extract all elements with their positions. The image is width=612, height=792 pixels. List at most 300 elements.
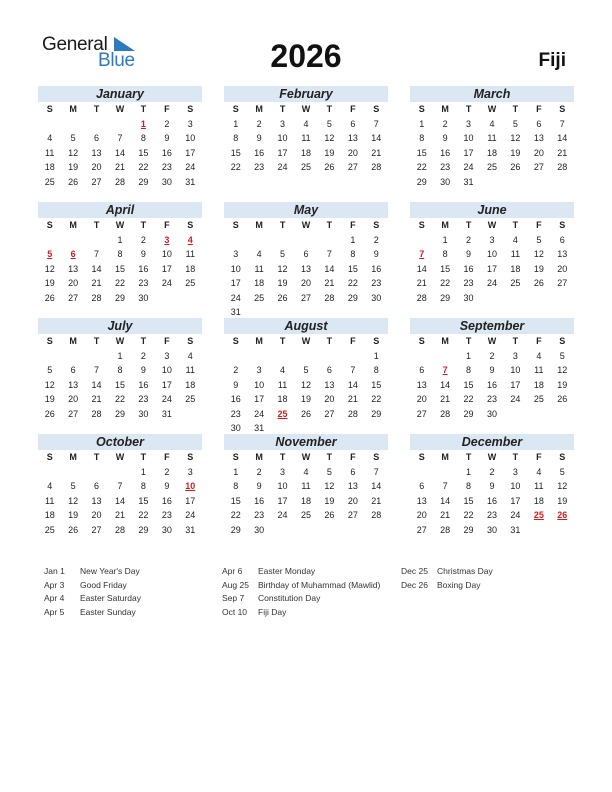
day: 15 <box>230 147 241 158</box>
holiday-date: Sep 7 <box>222 593 245 603</box>
day: 3 <box>489 234 495 245</box>
weekday-label: F <box>350 220 356 230</box>
holiday-column <box>401 565 493 592</box>
day: 5 <box>536 234 542 245</box>
day: 27 <box>68 292 79 303</box>
day: 4 <box>256 249 262 259</box>
weekday-label: T <box>326 336 333 346</box>
day: 5 <box>512 118 518 129</box>
day: 18 <box>300 495 311 506</box>
day: 13 <box>68 379 79 390</box>
day: 6 <box>350 466 356 477</box>
weekday-label: T <box>512 452 519 462</box>
day: 11 <box>45 147 55 158</box>
day: 7 <box>442 481 448 491</box>
day: 28 <box>557 162 568 172</box>
weekday-label: M <box>69 336 77 346</box>
holiday-date: Apr 5 <box>44 606 65 617</box>
weekday-label: F <box>350 336 356 346</box>
day: 23 <box>440 162 451 172</box>
month-april <box>38 202 202 305</box>
empty-cell <box>410 465 433 480</box>
day: 14 <box>114 495 125 506</box>
day: 4 <box>536 350 542 361</box>
day: 4 <box>47 481 53 491</box>
day: 16 <box>161 147 172 158</box>
empty-cell <box>38 465 61 480</box>
weekday-label: M <box>69 452 77 462</box>
day: 25 <box>510 278 521 288</box>
day: 18 <box>510 263 521 274</box>
day: 1 <box>466 466 472 477</box>
weekday-label: W <box>487 336 497 346</box>
month-august <box>224 318 388 436</box>
day: 3 <box>466 118 472 129</box>
day: 3 <box>280 118 286 129</box>
holiday-name: Good Friday <box>80 579 127 590</box>
day: 7 <box>350 365 356 375</box>
day: 9 <box>256 481 262 491</box>
day: 15 <box>138 147 149 158</box>
day: 16 <box>254 495 265 506</box>
empty-cell <box>247 349 270 364</box>
day: 2 <box>256 118 262 129</box>
day: 24 <box>277 162 288 172</box>
holiday-row <box>44 565 141 579</box>
weekday-label: M <box>69 220 77 230</box>
holiday-row <box>222 606 380 620</box>
weekday-label: W <box>115 452 125 462</box>
day: 3 <box>280 466 286 477</box>
day: 22 <box>371 394 382 404</box>
day: 12 <box>557 365 568 375</box>
day: 21 <box>440 510 451 520</box>
day: 19 <box>277 278 288 288</box>
day: 9 <box>442 133 448 143</box>
day: 1 <box>117 350 123 361</box>
day: 25 <box>300 510 311 520</box>
day: 8 <box>466 365 472 375</box>
day: 30 <box>161 524 172 535</box>
empty-cell <box>85 465 108 480</box>
day: 23 <box>254 510 265 520</box>
day: 31 <box>254 423 265 433</box>
day: 21 <box>324 278 335 288</box>
day: 28 <box>371 162 382 172</box>
day: 13 <box>300 263 311 274</box>
day: 2 <box>373 234 379 245</box>
empty-cell <box>318 233 341 248</box>
day: 17 <box>185 147 196 158</box>
day: 23 <box>486 510 497 520</box>
day: 22 <box>463 394 474 404</box>
weekday-label: F <box>536 336 542 346</box>
empty-cell <box>410 349 433 364</box>
month-march <box>410 86 574 189</box>
holiday-row <box>44 579 141 593</box>
weekday-label: S <box>46 104 53 114</box>
day: 29 <box>440 292 451 303</box>
weekday-label: M <box>441 220 449 230</box>
day: 6 <box>70 365 76 375</box>
day: 23 <box>486 394 497 404</box>
day: 13 <box>91 147 102 158</box>
day: 6 <box>326 365 332 375</box>
holiday-name: Constitution Day <box>258 593 321 603</box>
day: 31 <box>510 524 521 535</box>
day: 31 <box>185 524 196 535</box>
day: 15 <box>371 379 382 390</box>
day: 28 <box>347 408 358 419</box>
day: 17 <box>486 263 497 274</box>
day: 11 <box>185 365 195 375</box>
weekday-label: S <box>187 336 194 346</box>
weekday-label: F <box>536 452 542 462</box>
day: 9 <box>489 481 495 491</box>
day: 17 <box>254 394 265 404</box>
day: 21 <box>416 278 427 288</box>
day-grid <box>410 334 574 421</box>
day: 8 <box>466 481 472 491</box>
day: 8 <box>117 249 123 259</box>
day: 14 <box>371 481 382 491</box>
day: 10 <box>161 365 172 375</box>
day: 20 <box>533 147 544 158</box>
day: 29 <box>138 176 149 187</box>
day: 3 <box>512 466 518 477</box>
day: 27 <box>416 408 427 419</box>
holiday-name: Easter Saturday <box>80 593 141 603</box>
day: 13 <box>557 249 568 259</box>
day: 29 <box>371 408 382 419</box>
month-october <box>38 434 202 537</box>
weekday-label: S <box>232 452 239 462</box>
day: 19 <box>324 147 335 158</box>
day: 30 <box>463 292 474 303</box>
day: 12 <box>68 147 79 158</box>
day: 6 <box>559 234 565 245</box>
day: 5 <box>303 365 309 375</box>
day: 4 <box>47 133 53 143</box>
day: 16 <box>440 147 451 158</box>
day: 12 <box>557 481 568 491</box>
day: 2 <box>233 365 239 375</box>
weekday-label: T <box>465 452 472 462</box>
day: 1 <box>350 234 356 245</box>
day: 10 <box>277 133 288 143</box>
day: 1 <box>233 118 239 129</box>
day: 2 <box>140 234 146 245</box>
day: 21 <box>91 394 102 404</box>
month-november <box>224 434 388 537</box>
holiday-row <box>44 606 141 620</box>
day: 8 <box>140 481 146 491</box>
day: 17 <box>463 147 474 158</box>
day: 30 <box>486 408 497 419</box>
day: 8 <box>233 133 239 143</box>
weekday-label: M <box>441 336 449 346</box>
day: 17 <box>277 147 288 158</box>
weekday-label: W <box>301 336 311 346</box>
month-title: December <box>410 434 574 450</box>
day: 17 <box>510 495 521 506</box>
weekday-label: T <box>465 104 472 114</box>
empty-cell <box>271 233 294 248</box>
day: 5 <box>280 249 286 259</box>
day: 25 <box>300 162 311 172</box>
day: 16 <box>486 379 497 390</box>
day: 30 <box>138 408 149 419</box>
weekday-label: S <box>559 452 566 462</box>
holiday-date: Aug 25 <box>222 579 249 590</box>
month-title: January <box>38 86 202 102</box>
weekday-label: F <box>350 104 356 114</box>
day: 16 <box>138 379 149 390</box>
weekday-label: F <box>350 452 356 462</box>
day: 9 <box>140 249 146 259</box>
weekday-label: S <box>232 220 239 230</box>
month-february <box>224 86 388 175</box>
day: 11 <box>185 249 195 259</box>
day: 24 <box>161 278 172 288</box>
day: 3 <box>164 350 170 361</box>
weekday-label: F <box>164 220 170 230</box>
day: 2 <box>489 466 495 477</box>
month-title: October <box>38 434 202 450</box>
day: 8 <box>419 133 425 143</box>
weekday-label: T <box>512 104 519 114</box>
day: 13 <box>347 481 358 491</box>
day-grid <box>410 218 574 305</box>
day: 11 <box>534 481 544 491</box>
weekday-label: T <box>326 104 333 114</box>
day: 1 <box>442 234 448 245</box>
day: 6 <box>419 481 425 491</box>
day: 21 <box>557 147 568 158</box>
holiday-name: Boxing Day <box>437 579 481 590</box>
day: 24 <box>230 292 241 303</box>
weekday-label: T <box>140 452 147 462</box>
day: 2 <box>256 466 262 477</box>
day: 26 <box>277 292 288 303</box>
day: 24 <box>161 394 172 404</box>
day-grid <box>224 218 388 320</box>
day: 28 <box>440 408 451 419</box>
day-grid <box>38 218 202 305</box>
day: 5 <box>70 133 76 143</box>
weekday-label: T <box>326 452 333 462</box>
day: 6 <box>94 481 100 491</box>
day: 13 <box>91 495 102 506</box>
day: 28 <box>91 292 102 303</box>
day: 5 <box>47 365 53 375</box>
day: 10 <box>510 481 521 491</box>
day: 9 <box>140 365 146 375</box>
day: 12 <box>533 249 544 259</box>
day: 12 <box>277 263 288 274</box>
day: 11 <box>510 249 521 259</box>
day: 29 <box>114 408 125 419</box>
weekday-label: S <box>373 336 380 346</box>
day: 25 <box>44 176 55 187</box>
holiday-name: Easter Sunday <box>80 606 136 617</box>
day: 2 <box>489 350 495 361</box>
holiday-day: 25 <box>277 408 288 419</box>
year-title: 2026 <box>270 38 342 74</box>
day: 5 <box>70 481 76 491</box>
day: 25 <box>44 524 55 535</box>
day: 31 <box>185 176 196 187</box>
day: 19 <box>324 495 335 506</box>
day: 4 <box>512 234 518 245</box>
day: 22 <box>347 278 358 288</box>
day: 24 <box>463 162 474 172</box>
day: 14 <box>91 263 102 274</box>
month-title: June <box>410 202 574 218</box>
day: 19 <box>557 495 568 506</box>
day: 1 <box>233 466 239 477</box>
weekday-label: M <box>255 220 263 230</box>
day: 1 <box>466 350 472 361</box>
day: 4 <box>303 466 309 477</box>
day: 1 <box>117 234 123 245</box>
weekday-label: S <box>373 220 380 230</box>
day: 17 <box>161 263 172 274</box>
day: 17 <box>230 278 241 288</box>
day: 16 <box>371 263 382 274</box>
day: 14 <box>91 379 102 390</box>
day: 3 <box>187 118 193 129</box>
holiday-day: 3 <box>164 234 170 245</box>
day: 9 <box>164 481 170 491</box>
weekday-label: S <box>187 220 194 230</box>
day: 29 <box>114 292 125 303</box>
day: 31 <box>463 176 474 187</box>
day: 8 <box>373 365 379 375</box>
day: 27 <box>533 162 544 172</box>
day: 24 <box>277 510 288 520</box>
day: 22 <box>114 278 125 288</box>
day: 22 <box>138 162 149 172</box>
day: 5 <box>559 466 565 477</box>
month-may <box>224 202 388 320</box>
empty-cell <box>224 349 247 364</box>
weekday-label: W <box>301 452 311 462</box>
day: 21 <box>347 394 358 404</box>
day: 26 <box>510 162 521 172</box>
day: 24 <box>185 162 196 172</box>
day: 14 <box>557 133 568 143</box>
day: 1 <box>140 466 146 477</box>
day: 10 <box>277 481 288 491</box>
country-name: Fiji <box>538 50 566 71</box>
day: 20 <box>91 510 102 520</box>
day: 10 <box>463 133 474 143</box>
day: 15 <box>138 495 149 506</box>
day: 28 <box>416 292 427 303</box>
day: 8 <box>350 249 356 259</box>
day: 26 <box>300 408 311 419</box>
day: 18 <box>44 510 55 520</box>
day: 16 <box>161 495 172 506</box>
day: 30 <box>138 292 149 303</box>
month-title: September <box>410 318 574 334</box>
day: 16 <box>138 263 149 274</box>
holiday-date: Jan 1 <box>44 566 65 576</box>
day: 28 <box>114 524 125 535</box>
day: 20 <box>68 278 79 288</box>
day-grid <box>38 102 202 189</box>
weekday-label: S <box>559 336 566 346</box>
weekday-label: M <box>69 104 77 114</box>
day: 20 <box>347 495 358 506</box>
day: 24 <box>510 510 521 520</box>
day: 4 <box>280 365 286 375</box>
weekday-label: S <box>232 336 239 346</box>
day: 3 <box>256 365 262 375</box>
weekday-label: T <box>93 104 100 114</box>
day: 13 <box>347 133 358 143</box>
day: 2 <box>466 234 472 245</box>
day: 10 <box>510 365 521 375</box>
day-grid <box>410 450 574 537</box>
day: 9 <box>489 365 495 375</box>
logo-blue-text: Blue <box>98 50 135 71</box>
day: 10 <box>486 249 497 259</box>
holiday-name: Christmas Day <box>437 566 493 576</box>
holiday-day: 10 <box>185 481 196 491</box>
day: 22 <box>138 510 149 520</box>
day: 7 <box>326 249 332 259</box>
day: 16 <box>230 394 241 404</box>
holiday-name: New Year's Day <box>80 566 140 576</box>
empty-cell <box>271 349 294 364</box>
day: 20 <box>557 263 568 274</box>
day: 8 <box>233 481 239 491</box>
day: 27 <box>416 524 427 535</box>
empty-cell <box>294 233 317 248</box>
day: 29 <box>463 524 474 535</box>
day: 12 <box>44 379 55 390</box>
day: 11 <box>45 495 55 506</box>
weekday-label: T <box>279 452 286 462</box>
weekday-label: F <box>164 336 170 346</box>
day: 12 <box>68 495 79 506</box>
day: 6 <box>303 249 309 259</box>
day: 5 <box>559 350 565 361</box>
holiday-column <box>44 565 141 619</box>
day: 5 <box>326 466 332 477</box>
weekday-label: S <box>418 336 425 346</box>
weekday-label: S <box>418 104 425 114</box>
weekday-label: F <box>536 104 542 114</box>
empty-cell <box>38 117 61 132</box>
empty-cell <box>38 349 61 364</box>
day: 19 <box>44 278 55 288</box>
empty-cell <box>247 233 270 248</box>
month-june <box>410 202 574 305</box>
day: 12 <box>324 481 335 491</box>
day: 30 <box>486 524 497 535</box>
day: 15 <box>416 147 427 158</box>
day: 9 <box>233 379 239 390</box>
day: 13 <box>416 495 427 506</box>
weekday-label: F <box>164 104 170 114</box>
day: 16 <box>254 147 265 158</box>
weekday-label: S <box>46 220 53 230</box>
day: 9 <box>466 249 472 259</box>
day: 14 <box>114 147 125 158</box>
